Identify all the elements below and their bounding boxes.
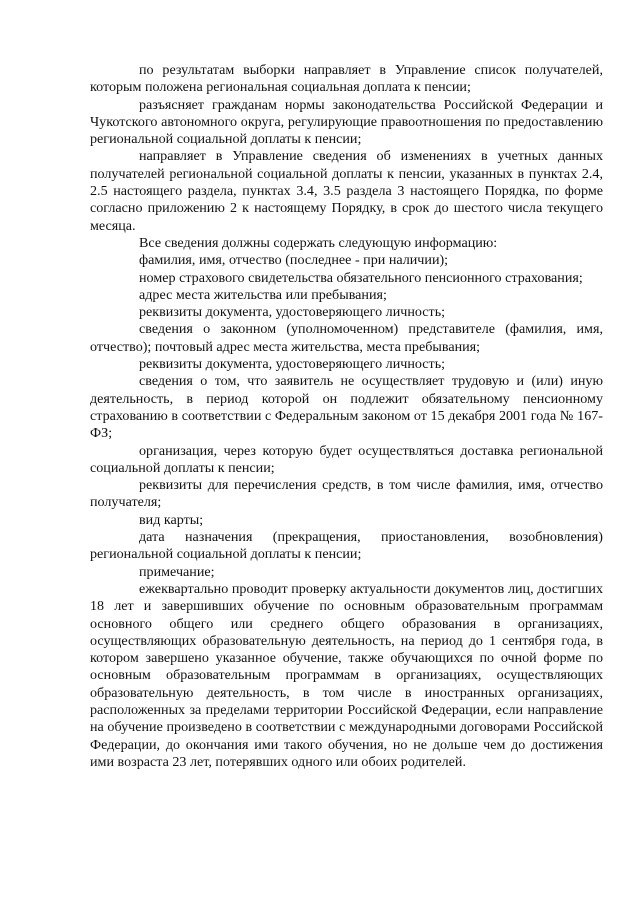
paragraph-list-recipients: по результатам выборки направляет в Управление список получателей, которым положена региональная социальная доплата к пенсии; — [90, 62, 603, 96]
paragraph-insurance-number: номер страхового свидетельства обязательного пенсионного страхования; — [139, 269, 583, 286]
paragraph-explains-norms: разъясняет гражданам нормы законодательства Российской Федерации и Чукотского автономного округа, регулирующие правоотношения по предоставлению региональной социальной доплаты к пенсии; — [90, 96, 603, 148]
paragraph-card-type: вид карты; — [139, 511, 204, 528]
paragraph-quarterly-check: ежеквартально проводит проверку актуальности документов лиц, достигших 18 лет и завершивших обучение по основным образовательным программам основного общего или среднего общего образования в организациях, осуществляющих образовательную деятельность, на период до 1 сентября года, в котором завершено указанное обучение, также обучающихся по очной форме по основным образовательным программам в организациях, осуществляющих образовательную деятельность, в том числе в иностранных организациях, расположенных за пределами территории Российской Федерации, если направление на обучение произведено в соответствии с международными договорами Российской Федерации, до окончания ими такого обучения, но не дольше чем до достижения ими возраста 23 лет, потерявших одного или обоих родителей. — [90, 580, 603, 770]
paragraph-full-name: фамилия, имя, отчество (последнее - при наличии); — [139, 252, 449, 269]
paragraph-assignment-date: дата назначения (прекращения, приостановления, возобновления) региональной социальной доплаты к пенсии; — [90, 529, 603, 563]
paragraph-required-info: Все сведения должны содержать следующую информацию: — [139, 234, 498, 251]
paragraph-representative: сведения о законном (уполномоченном) представителе (фамилия, имя, отчество); почтовый адрес места жительства, места пребывания; — [90, 321, 603, 355]
paragraph-delivery-organization: организация, через которую будет осуществляться доставка региональной социальной доплаты к пенсии; — [90, 442, 603, 476]
paragraph-address: адрес места жительства или пребывания; — [139, 286, 387, 303]
paragraph-payment-details: реквизиты для перечисления средств, в том числе фамилия, имя, отчество получателя; — [90, 477, 603, 511]
paragraph-changes-info: направляет в Управление сведения об изменениях в учетных данных получателей региональной социальной доплаты к пенсии, указанных в пунктах 2.4, 2.5 настоящего раздела, пунктах 3.4, 3.5 раздела 3 настоящего Порядка, по форме согласно приложению 2 к настоящему Порядку, в срок до шестого числа текущего месяца. — [90, 148, 603, 234]
paragraph-no-employment: сведения о том, что заявитель не осуществляет трудовую и (или) иную деятельность, в период которой он подлежит обязательному пенсионному страхованию в соответствии с Федеральным законом от 15 декабря 2001 года № 167-ФЗ; — [90, 373, 603, 442]
paragraph-note: примечание; — [139, 563, 215, 580]
paragraph-identity-document-2: реквизиты документа, удостоверяющего личность; — [139, 356, 446, 373]
paragraph-identity-document: реквизиты документа, удостоверяющего личность; — [139, 304, 446, 321]
document-page — [90, 62, 603, 771]
